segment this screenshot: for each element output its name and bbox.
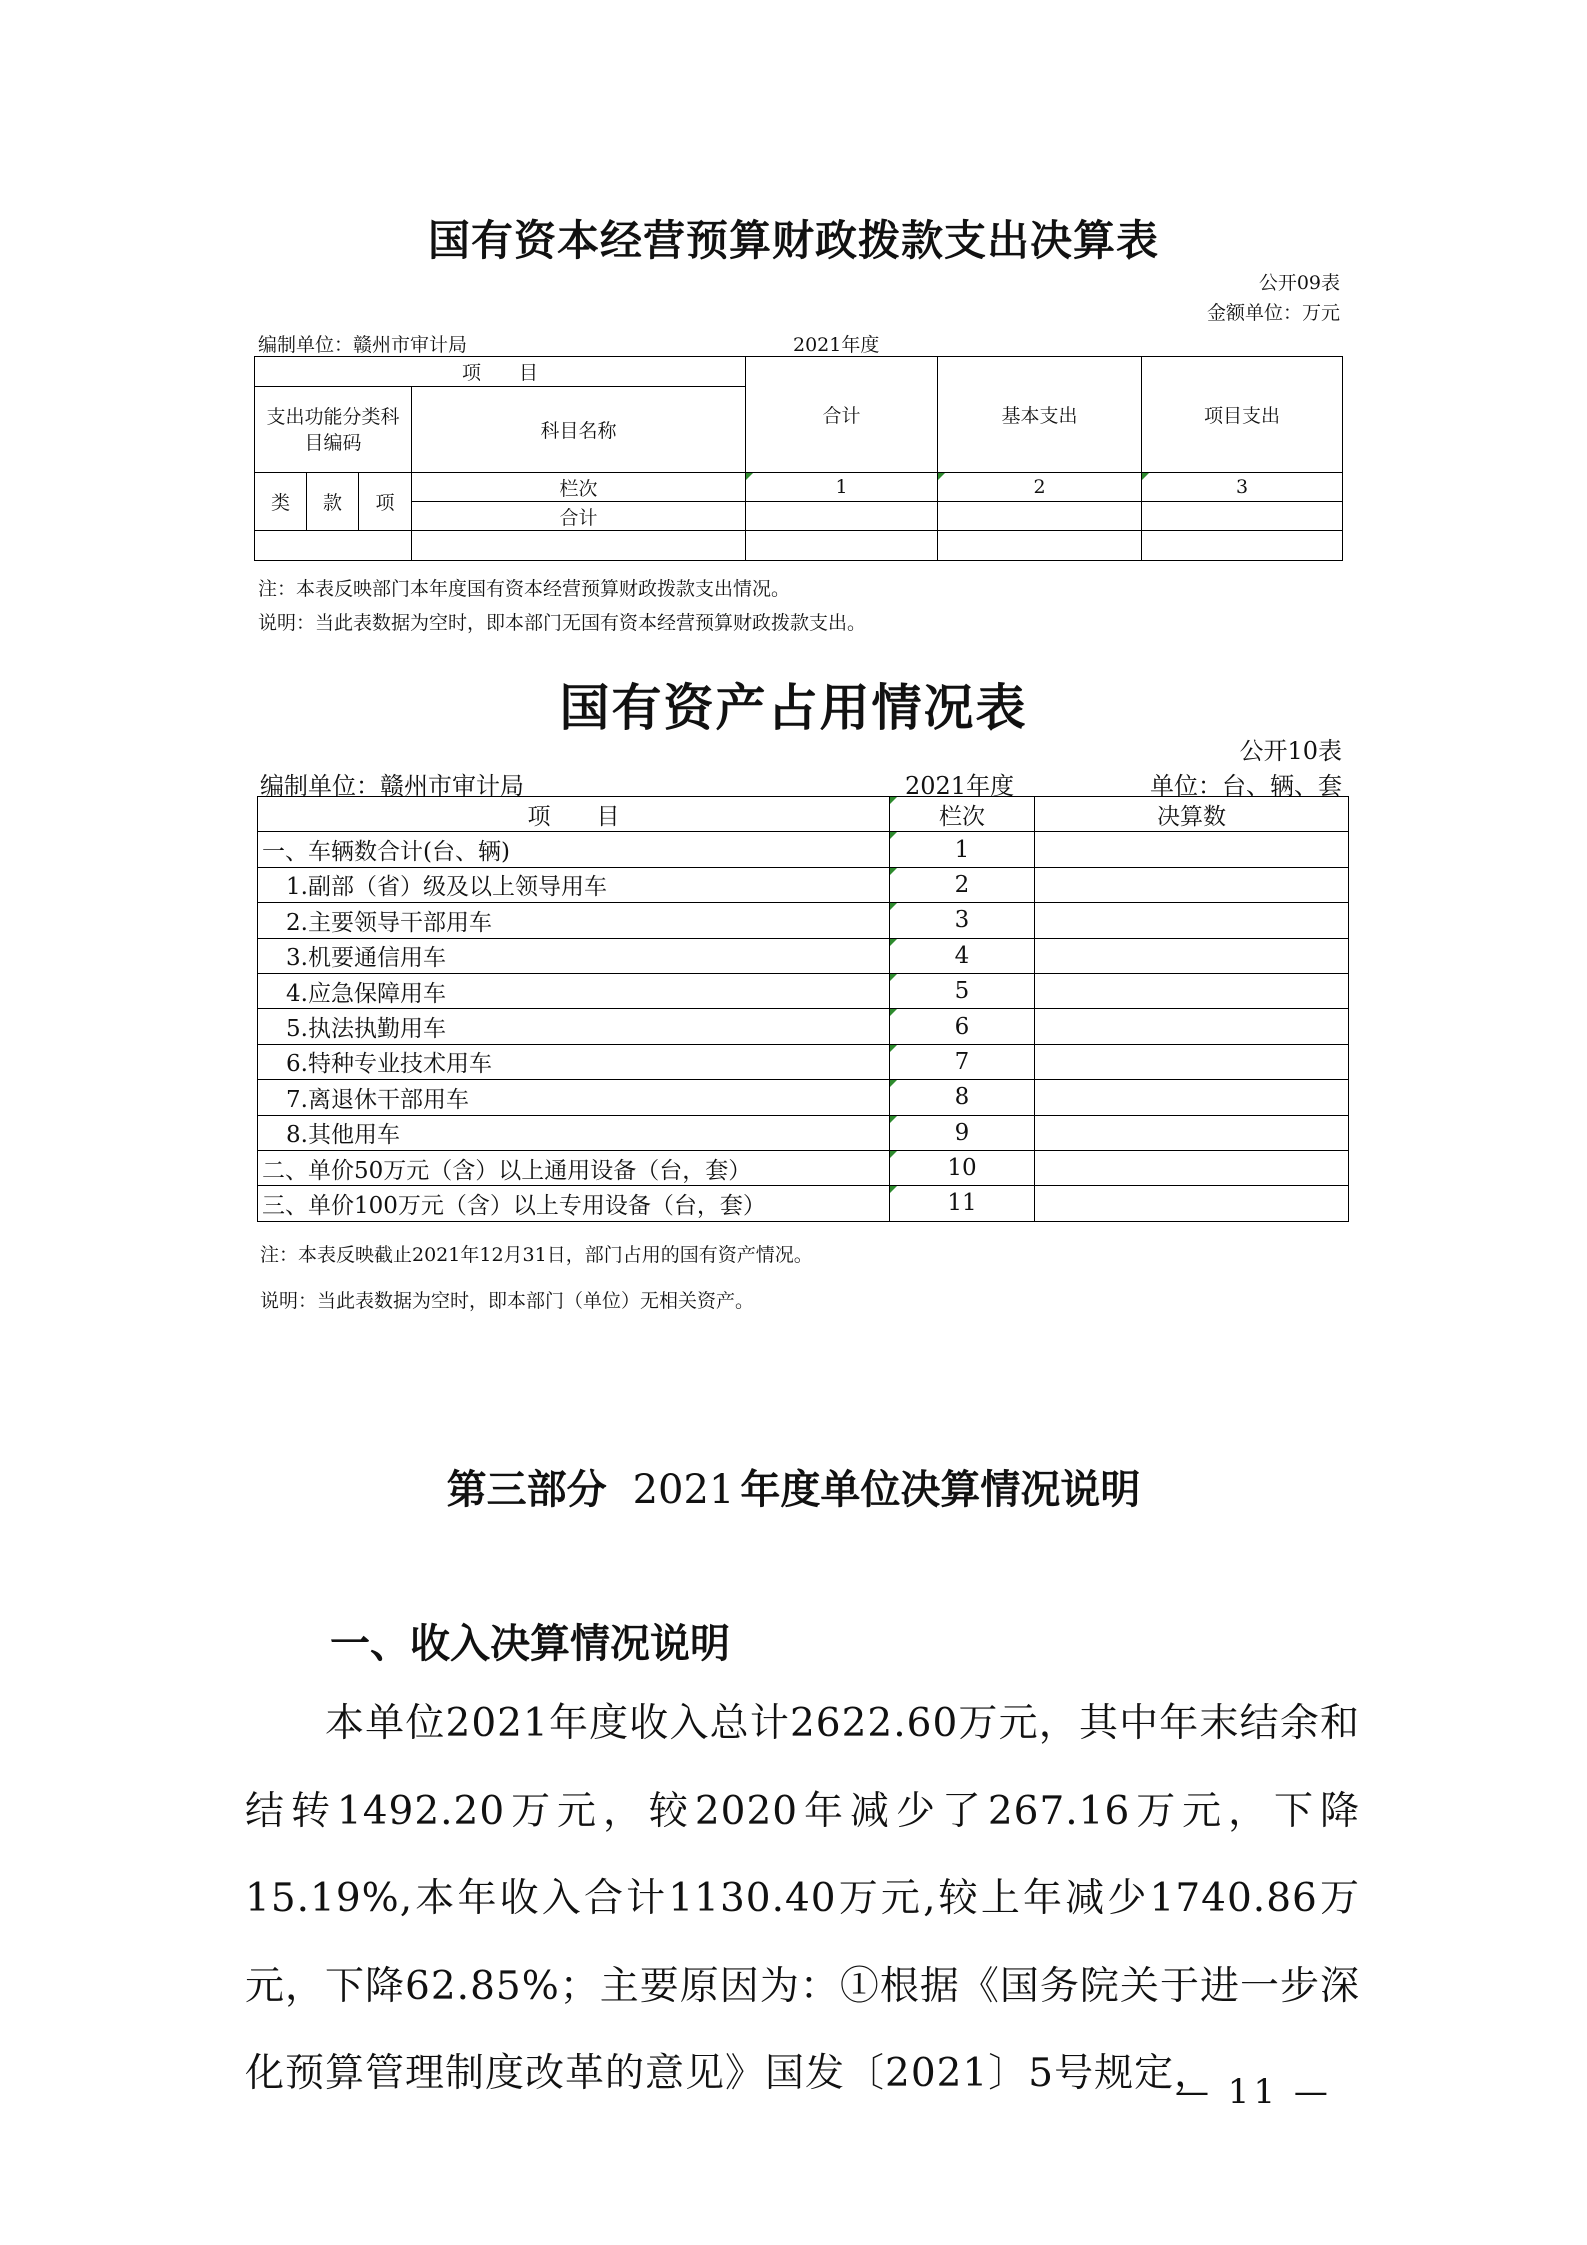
row-label: 1.副部（省）级及以上领导用车 bbox=[258, 867, 890, 902]
table09-heji: 合计 bbox=[412, 502, 746, 531]
row-label: 三、单价100万元（含）以上专用设备（台，套） bbox=[258, 1186, 890, 1221]
income-paragraph: 本单位2021年度收入总计2622.60万元，其中年末结余和结转1492.20万元，较2020年减少了267.16万元，下降15.19%,本年收入合计1130.40万元,较上年减少1740.86万元，下降62.85%；主要原因为：①根据《国务院关于进一步深化预算管理制度改革的意见》国发〔2021〕5号规定， bbox=[245, 1701, 1360, 2096]
table09-col3: 3 bbox=[1142, 473, 1343, 502]
row-number: 3 bbox=[890, 903, 1035, 938]
table09-empty-basic bbox=[938, 531, 1142, 561]
table09-explain: 说明：当此表数据为空时，即本部门无国有资本经营预算财政拨款支出。 bbox=[258, 612, 867, 634]
row-value bbox=[1035, 938, 1349, 973]
table10-explain: 说明：当此表数据为空时，即本部门（单位）无相关资产。 bbox=[260, 1290, 755, 1312]
row-number: 11 bbox=[890, 1186, 1035, 1221]
table10-year: 2021年度 bbox=[905, 772, 1015, 800]
table09-heji-basic bbox=[938, 502, 1142, 531]
table-row bbox=[258, 832, 1349, 867]
table09-kuan: 款 bbox=[307, 473, 359, 531]
row-number: 10 bbox=[890, 1150, 1035, 1185]
row-label: 7.离退休干部用车 bbox=[258, 1080, 890, 1115]
table09-empty-total bbox=[746, 531, 938, 561]
section-year: 2021 bbox=[632, 1467, 735, 1513]
page-number: — 11 — bbox=[1175, 2072, 1332, 2112]
table09-unit: 金额单位：万元 bbox=[1206, 302, 1340, 324]
income-heading: 一、收入决算情况说明 bbox=[330, 1621, 730, 1667]
table10-header-value: 决算数 bbox=[1035, 797, 1349, 832]
row-value bbox=[1035, 1115, 1349, 1150]
section-part: 第三部分 bbox=[446, 1467, 607, 1513]
table-row bbox=[258, 1044, 1349, 1079]
table09-heji-project bbox=[1142, 502, 1343, 531]
row-label: 4.应急保障用车 bbox=[258, 973, 890, 1008]
table09-empty-code bbox=[255, 531, 412, 561]
table09-lei: 类 bbox=[255, 473, 307, 531]
table10-title: 国有资产占用情况表 bbox=[559, 679, 1028, 737]
row-value bbox=[1035, 1080, 1349, 1115]
table09-code: 公开09表 bbox=[1258, 272, 1340, 294]
table09-org: 编制单位：赣州市审计局 bbox=[258, 334, 468, 356]
table-row bbox=[258, 1150, 1349, 1185]
table-row bbox=[258, 1186, 1349, 1221]
row-number: 6 bbox=[890, 1009, 1035, 1044]
table09-xiang: 项 bbox=[359, 473, 412, 531]
row-number: 1 bbox=[890, 832, 1035, 867]
table10-note: 注：本表反映截止2021年12月31日，部门占用的国有资产情况。 bbox=[260, 1244, 813, 1266]
row-value bbox=[1035, 973, 1349, 1008]
table09-empty-project bbox=[1142, 531, 1343, 561]
table09-col1: 1 bbox=[746, 473, 938, 502]
table09-lanci: 栏次 bbox=[412, 473, 746, 502]
table-row bbox=[258, 1080, 1349, 1115]
table10-code: 公开10表 bbox=[1239, 737, 1342, 765]
row-number: 5 bbox=[890, 973, 1035, 1008]
row-label: 5.执法执勤用车 bbox=[258, 1009, 890, 1044]
row-value bbox=[1035, 903, 1349, 938]
row-value bbox=[1035, 1150, 1349, 1185]
row-label: 8.其他用车 bbox=[258, 1115, 890, 1150]
row-number: 7 bbox=[890, 1044, 1035, 1079]
row-number: 4 bbox=[890, 938, 1035, 973]
table09-header-name: 科目名称 bbox=[412, 387, 746, 473]
table09-col2: 2 bbox=[938, 473, 1142, 502]
table10-org: 编制单位：赣州市审计局 bbox=[260, 772, 524, 800]
row-label: 3.机要通信用车 bbox=[258, 938, 890, 973]
section-rest: 年度单位决算情况说明 bbox=[740, 1467, 1141, 1513]
row-number: 8 bbox=[890, 1080, 1035, 1115]
table-row bbox=[258, 1115, 1349, 1150]
table09-empty-name bbox=[412, 531, 746, 561]
table09-header-basic: 基本支出 bbox=[938, 357, 1142, 473]
row-number: 9 bbox=[890, 1115, 1035, 1150]
row-label: 6.特种专业技术用车 bbox=[258, 1044, 890, 1079]
row-value bbox=[1035, 1186, 1349, 1221]
table-row bbox=[258, 867, 1349, 902]
table09-header-code: 支出功能分类科目编码 bbox=[255, 387, 412, 473]
table09 bbox=[254, 356, 1343, 561]
table-row bbox=[258, 938, 1349, 973]
table-row bbox=[258, 1009, 1349, 1044]
table09-header-total: 合计 bbox=[746, 357, 938, 473]
table-row bbox=[258, 903, 1349, 938]
table09-title: 国有资本经营预算财政拨款支出决算表 bbox=[427, 216, 1159, 265]
row-value bbox=[1035, 832, 1349, 867]
table-row bbox=[258, 973, 1349, 1008]
table09-header-item: 项 目 bbox=[255, 357, 746, 387]
row-label: 2.主要领导干部用车 bbox=[258, 903, 890, 938]
table10-unit: 单位：台、辆、套 bbox=[1150, 772, 1342, 800]
table10-header-lanci: 栏次 bbox=[890, 797, 1035, 832]
row-label: 一、车辆数合计(台、辆) bbox=[258, 832, 890, 867]
table10-header-item: 项 目 bbox=[258, 797, 890, 832]
table09-header-project: 项目支出 bbox=[1142, 357, 1343, 473]
table10 bbox=[257, 796, 1349, 1222]
table09-heji-total bbox=[746, 502, 938, 531]
row-value bbox=[1035, 1044, 1349, 1079]
row-value bbox=[1035, 1009, 1349, 1044]
table09-year: 2021年度 bbox=[793, 334, 880, 356]
row-label: 二、单价50万元（含）以上通用设备（台，套） bbox=[258, 1150, 890, 1185]
row-value bbox=[1035, 867, 1349, 902]
row-number: 2 bbox=[890, 867, 1035, 902]
section-title bbox=[0, 1458, 1587, 1515]
table09-note: 注：本表反映部门本年度国有资本经营预算财政拨款支出情况。 bbox=[258, 578, 791, 600]
